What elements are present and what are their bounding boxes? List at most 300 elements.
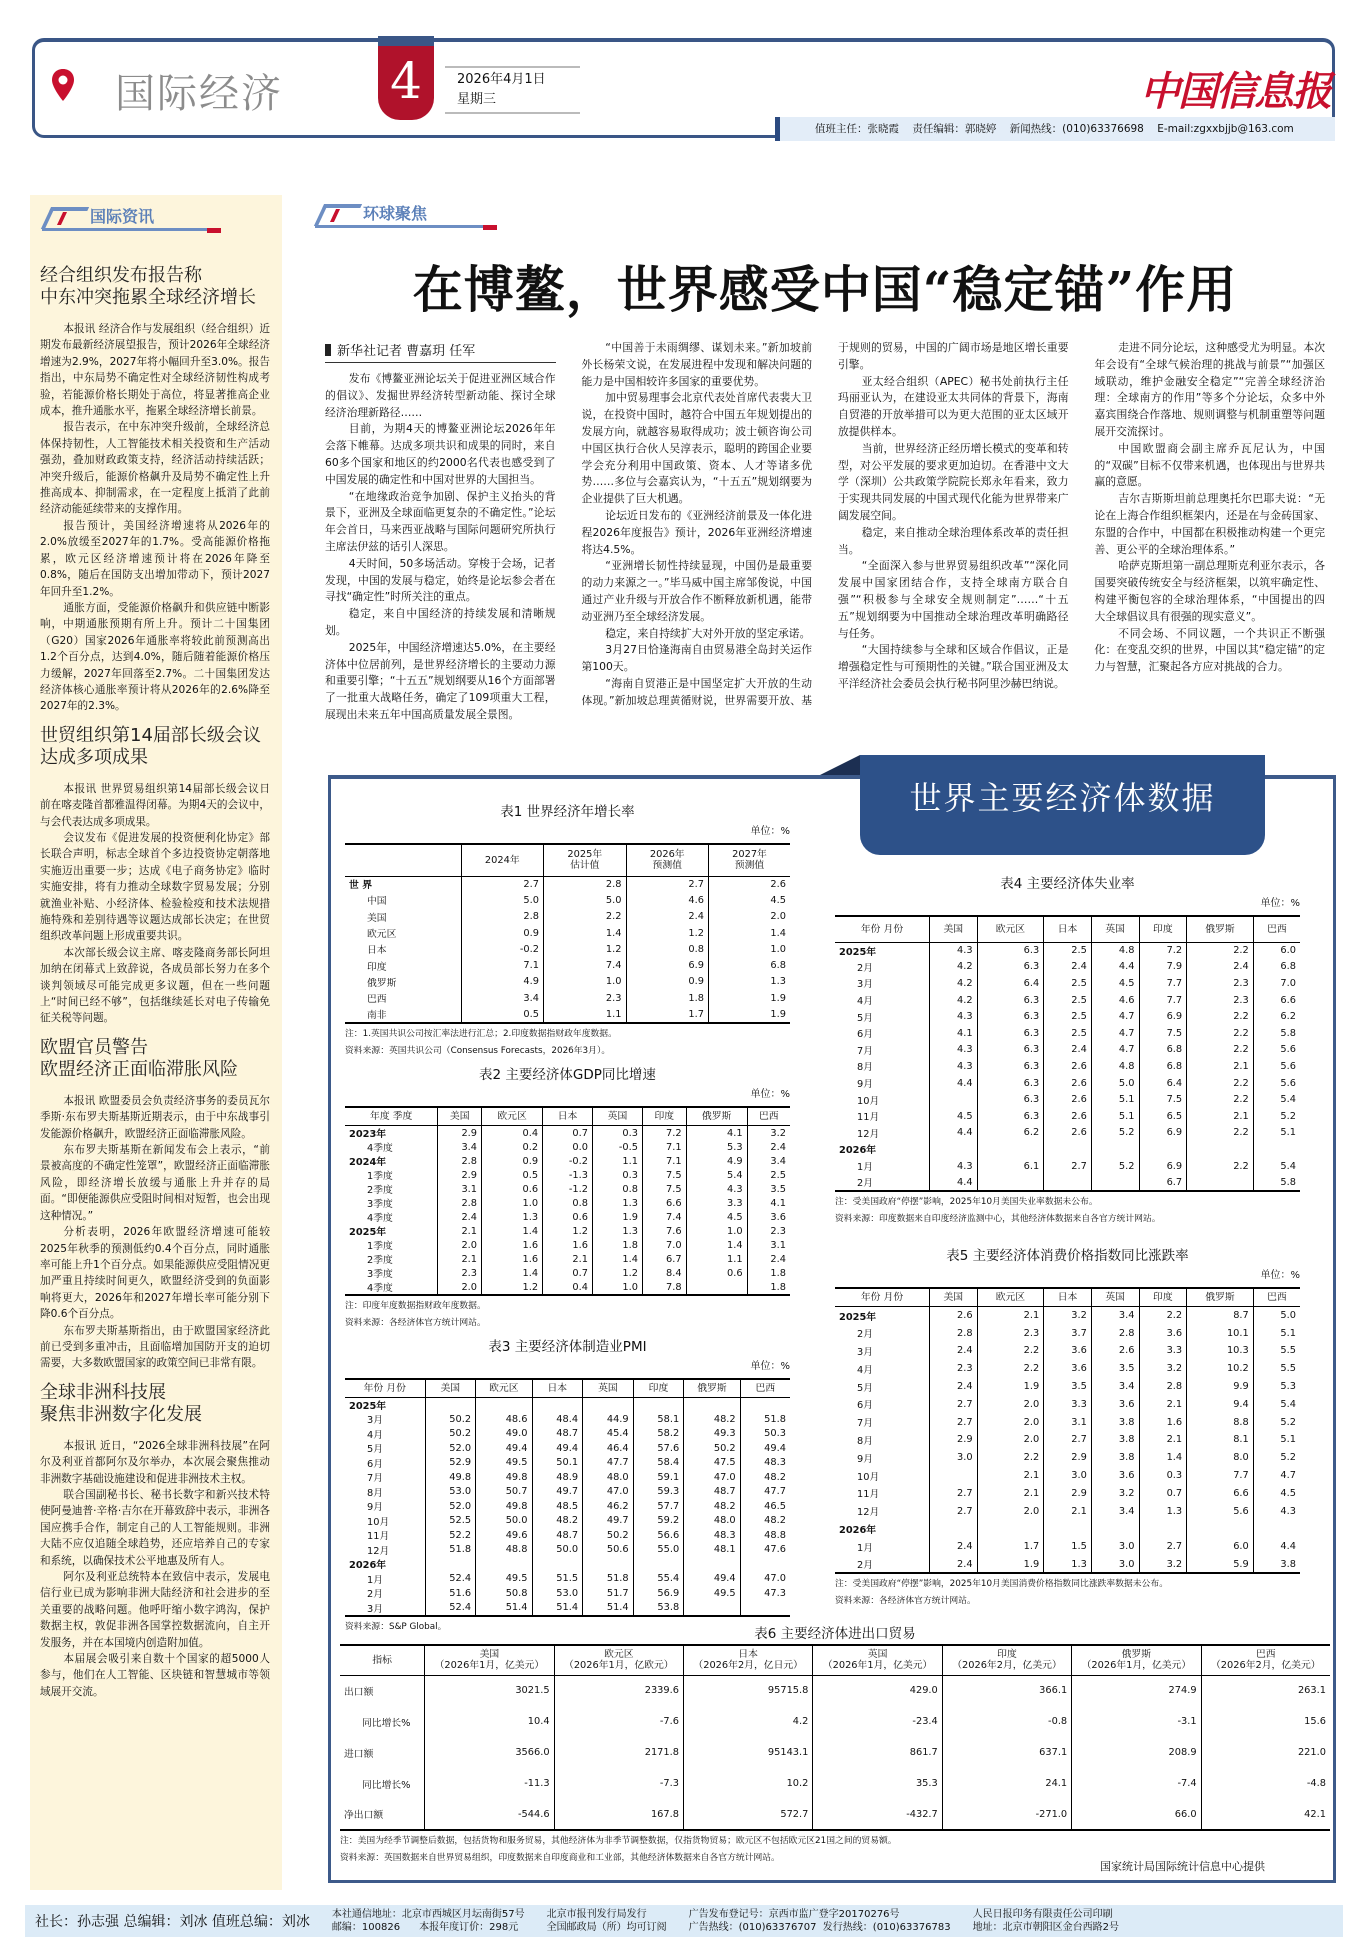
table-cell: 3.6 <box>1044 1342 1092 1360</box>
row-label: 1月 <box>857 1542 874 1554</box>
issue-date <box>445 66 580 114</box>
table-cell: 49.7 <box>532 1485 583 1500</box>
table-cell: 1.0 <box>544 974 626 990</box>
table-cell: 2.2 <box>544 909 626 925</box>
table-row <box>835 1413 1300 1431</box>
brief-paragraph: 东布罗夫斯基斯在新闻发布会上表示，“前景被高度的不确定性笼罩”，欧盟经济正面临滞胀风险，即经济增长放缓与通胀上升并存的局面。“即便能源供应受阻时间相对短暂，也会出现这种情况。” <box>40 1144 270 1222</box>
table-cell: 49.3 <box>684 1427 740 1442</box>
brief-title: 经合组织发布报告称 中东冲突拖累全球经济增长 <box>40 265 256 308</box>
table-cell: 1.3 <box>593 1224 643 1238</box>
table-header-row <box>340 1645 1330 1675</box>
table-cell: 7.7 <box>1139 975 1187 992</box>
brief-paragraph: 本次部长级会议主席、喀麦隆商务部长阿坦加纳在闭幕式上致辞说，各成员部长努力在多个谈判领域尽可能完成更多议题，但在一些问题上“时间已经不够”，包括继续延长对电子传输免征关税等问题。 <box>40 946 270 1025</box>
table-cell: 95715.8 <box>684 1675 813 1706</box>
table-row <box>345 1126 790 1141</box>
column-header: 俄罗斯 （2026年1月，亿美元） <box>1072 1645 1201 1675</box>
table-cell: 55.4 <box>633 1572 684 1587</box>
table-cell: 7.7 <box>1139 992 1187 1009</box>
table-cell: 2.7 <box>929 1484 977 1502</box>
table-cell: 2.1 <box>438 1252 482 1266</box>
table-cell: 1.7 <box>977 1538 1044 1556</box>
table-cell: 4.6 <box>626 892 708 908</box>
table-cell: 2.6 <box>1044 1058 1092 1075</box>
table-cell: 1.3 <box>593 1196 643 1210</box>
table-cell: 57.6 <box>633 1441 684 1456</box>
table-cell <box>425 1398 476 1413</box>
table-cell: 48.3 <box>684 1528 740 1543</box>
row-label: 3月 <box>857 979 874 991</box>
row-label: 4月 <box>857 1364 874 1376</box>
row-label: 2月 <box>367 1589 384 1601</box>
table-cell: 2.9 <box>438 1168 482 1182</box>
table-cell <box>425 1557 476 1572</box>
row-label: 11月 <box>857 1489 880 1501</box>
table-cell: 1.2 <box>543 1224 593 1238</box>
article-paragraph: 吉尔吉斯斯坦前总理奥托尔巴耶夫说：“无论在上海合作组织框架内，还是在与金砖国家、东盟的合作中，中国都在积极推动构建一个更完善、更公平的全球治理体系。” <box>1094 492 1325 556</box>
row-label: 2季度 <box>367 1255 393 1266</box>
table-cell: 2.3 <box>929 1360 977 1378</box>
table-cell: 167.8 <box>554 1799 683 1830</box>
table-cell: 4.4 <box>1091 959 1139 976</box>
table-cell: 51.6 <box>425 1586 476 1601</box>
table-cell: 3.6 <box>1091 1467 1139 1485</box>
table-cell: 2.3 <box>438 1266 482 1280</box>
table-cell: 3.0 <box>929 1449 977 1467</box>
row-label: 4季度 <box>367 1283 393 1294</box>
table-cell: 50.2 <box>425 1412 476 1427</box>
article-paragraph: 2025年，中国经济增速达5.0%，在主要经济体中位居前列，是世界经济增长的主要动力源和重要引擎；“十五五”规划纲要从16个方面部署了一批重大战略任务，确定了109项重大工程，展现出未来五年中国高质量发展全景图。 <box>325 640 556 721</box>
table-cell <box>1044 1174 1092 1191</box>
table-row <box>345 1196 790 1210</box>
table-cell: 263.1 <box>1201 1675 1330 1706</box>
column-header: 2027年 预测值 <box>708 844 790 876</box>
row-label: 5月 <box>367 1444 384 1456</box>
table-cell: 1.6 <box>1139 1413 1187 1431</box>
table-cell: 4.1 <box>929 1025 977 1042</box>
table-cell: 7.5 <box>642 1168 686 1182</box>
table-cell: 3.4 <box>1091 1502 1139 1520</box>
table-cell: 1.3 <box>482 1210 543 1224</box>
table-row <box>345 1485 790 1500</box>
row-label: 2月 <box>857 1560 874 1572</box>
table-cell: 5.4 <box>1253 1091 1300 1108</box>
table-cell: 5.6 <box>1187 1502 1254 1520</box>
row-label: 3月 <box>367 1415 384 1427</box>
row-label: 9月 <box>857 1079 874 1091</box>
table-cell: 3.0 <box>1044 1467 1092 1485</box>
table-cell: 0.3 <box>1139 1467 1187 1485</box>
table-cell: 4.4 <box>929 1174 977 1191</box>
table-cell: 2.1 <box>1139 1431 1187 1449</box>
table-cell: 59.2 <box>633 1514 684 1529</box>
article-paragraph: 不同会场、不同议题，一个共识正不断强化：在变乱交织的世界，中国以其“稳定锚”的定力与智慧，汇聚起各方应对挑战的合力。 <box>1094 626 1325 674</box>
table-cell: 1.4 <box>593 1252 643 1266</box>
table-cell: 0.3 <box>593 1126 643 1141</box>
section-tag <box>315 200 493 228</box>
table-cell <box>633 1398 684 1413</box>
column-header: 印度 <box>1139 1288 1187 1307</box>
table-cell: 5.1 <box>1091 1091 1139 1108</box>
table-row <box>345 1470 790 1485</box>
table-row <box>345 1499 790 1514</box>
table-cell: 4.3 <box>929 1042 977 1059</box>
table-cell: 6.3 <box>977 1075 1044 1092</box>
table-cell: 2.2 <box>977 1449 1044 1467</box>
table-cell: 2.2 <box>1187 1042 1254 1059</box>
table-cell: 1.3 <box>1139 1502 1187 1520</box>
table-cell: 4.7 <box>1091 1008 1139 1025</box>
table-cell: 2.4 <box>929 1342 977 1360</box>
table-cell: 3.3 <box>1044 1395 1092 1413</box>
staff-credits: 社长：孙志强 总编辑：刘冰 值班总编：刘冰 <box>35 1914 310 1930</box>
article-paragraph: 走进不同分论坛，这种感受尤为明显。本次年会设有“全球气候治理的挑战与前景”“加强区域联动，维护金融安全稳定”“完善全球经济治理：全球南方的作用”等多个分论坛，众多中外嘉宾围绕合作落地、规则调整与机制重塑等问题展开交流探讨。 <box>1094 341 1325 438</box>
table-row <box>345 941 790 957</box>
table-cell: 10.2 <box>684 1768 813 1799</box>
row-label: 5月 <box>857 1382 874 1394</box>
column-header: 美国 <box>929 916 977 942</box>
table-row <box>835 1042 1300 1059</box>
table-cell: 5.4 <box>1253 1395 1300 1413</box>
table-cell: 3.4 <box>438 1140 482 1154</box>
table-row <box>835 1075 1300 1092</box>
row-label: 2026年 <box>839 1145 877 1157</box>
table-note: 资料来源：印度数据来自印度经济监测中心，其他经济体数据来自各官方统计网站。 <box>835 1213 1161 1224</box>
column-header: 日本 <box>532 1379 583 1398</box>
table-cell: 10.4 <box>425 1706 554 1737</box>
table-cell: 1.4 <box>482 1224 543 1238</box>
column-header: 印度 <box>633 1379 684 1398</box>
table-cell: 0.8 <box>626 941 708 957</box>
table-row <box>345 957 790 973</box>
table-cell: 48.0 <box>583 1470 634 1485</box>
table-cell: 2.4 <box>929 1378 977 1396</box>
brief-title: 欧盟官员警告 欧盟经济正面临滞胀风险 <box>40 1036 238 1080</box>
table-cell: 7.4 <box>544 957 626 973</box>
table-cell: 3.2 <box>1139 1360 1187 1378</box>
table-cell: 59.1 <box>633 1470 684 1485</box>
table-cell: 48.6 <box>476 1412 532 1427</box>
table-cell: 2339.6 <box>554 1675 683 1706</box>
table-cell: 4.7 <box>1253 1467 1300 1485</box>
table-cell: 5.3 <box>1253 1378 1300 1396</box>
table-row <box>345 1456 790 1471</box>
table-row <box>835 1324 1300 1342</box>
table-cell: -0.5 <box>593 1140 643 1154</box>
table-cell: 3.4 <box>461 990 543 1006</box>
article-paragraph: “亚洲增长韧性持续显现，中国仍是最重要的动力来源之一。”毕马威中国主席邹俊说，中国通过产业升级与开放合作不断释放新机遇，能带动亚洲乃至全球经济发展。 <box>581 559 812 623</box>
table-cell: 3.1 <box>1044 1413 1092 1431</box>
table-cell: 2.2 <box>1187 1125 1254 1142</box>
location-pin-icon <box>50 68 76 102</box>
table-cell: 50.8 <box>476 1586 532 1601</box>
table-cell: 6.9 <box>1139 1158 1187 1175</box>
row-label: 美国 <box>367 912 387 924</box>
row-label: 进口额 <box>344 1748 374 1760</box>
table-note: 资料来源：各经济体官方统计网站。 <box>835 1596 976 1607</box>
table-cell: 46.5 <box>740 1499 790 1514</box>
article-paragraph: “在地缘政治竞争加剧、保护主义抬头的背景下，亚洲及全球面临更复杂的不确定性。”论坛年会首日，马来西亚战略与国际问题研究所执行主席法伊兹的话引人深思。 <box>325 489 556 553</box>
table-cell: 1.2 <box>544 941 626 957</box>
table-cell: 1.8 <box>747 1266 790 1280</box>
brief-paragraph: 分析表明，2026年欧盟经济增速可能较2025年秋季的预测低约0.4个百分点，同时通胀率可能上升1个百分点。如果能源供应受阻情况更加严重且持续时间更久，欧盟经济受到的负面影响将更大，2026年和2027年增长率可能分别下降0.6个百分点。 <box>40 1226 270 1321</box>
table-cell: 2.8 <box>1091 1324 1139 1342</box>
table-cell: 3.5 <box>1044 1378 1092 1396</box>
table-cell: 0.7 <box>543 1266 593 1280</box>
table-cell: 95143.1 <box>684 1737 813 1768</box>
brief-paragraph: 本报讯 经济合作与发展组织（经合组织）近期发布最新经济展望报告，预计2026年全球经济增速为2.9%，2027年将小幅回升至3.0%。报告指出，中东局势不确定性对全球经济韧性构成考验，若能源价格长期处于高位，将显著推高企业成本，推升通胀水平，拖累全球经济增长前景。 <box>40 323 270 418</box>
table-cell: 6.8 <box>1139 1058 1187 1075</box>
table-row <box>345 1441 790 1456</box>
table-cell: 5.1 <box>1091 1108 1139 1125</box>
table-cell: -7.3 <box>554 1768 683 1799</box>
table-cell: 6.9 <box>1139 1008 1187 1025</box>
table-cell: 52.2 <box>425 1528 476 1543</box>
table-cell: 2.4 <box>1044 959 1092 976</box>
table-cell: 4.1 <box>747 1196 790 1210</box>
table-cell: 48.7 <box>684 1485 740 1500</box>
table-cell <box>633 1557 684 1572</box>
table-cell: 6.3 <box>977 1091 1044 1108</box>
table-cell: 2.4 <box>438 1210 482 1224</box>
table-note: 注：美国为经季节调整后数据，包括货物和服务贸易，其他经济体为非季节调整数据，仅指货物贸易；欧元区不包括欧元区21国之间的贸易额。 <box>340 1836 897 1846</box>
duty-director: 值班主任：张晓霞 <box>815 123 899 135</box>
table-note: 资料来源：各经济体官方统计网站。 <box>345 1318 486 1328</box>
table-cell: 1.4 <box>544 925 626 941</box>
table-cell: -0.8 <box>942 1706 1071 1737</box>
newspaper-logo: 中国信息报 <box>1140 68 1330 115</box>
table-row <box>835 1058 1300 1075</box>
row-label: 4月 <box>857 996 874 1008</box>
table-row <box>835 1520 1300 1538</box>
table-cell: 48.7 <box>532 1528 583 1543</box>
table-cell: 6.3 <box>977 1042 1044 1059</box>
table-cell: 53.8 <box>633 1601 684 1616</box>
table-cell: 3.8 <box>1253 1556 1300 1574</box>
brief-title: 世贸组织第14届部长级会议 达成多项成果 <box>40 724 261 768</box>
table-cell: 2.8 <box>461 909 543 925</box>
table-cell: 2.6 <box>1044 1075 1092 1092</box>
table-row <box>345 1514 790 1529</box>
column-header: 日本 <box>1044 916 1092 942</box>
table-cell: 53.0 <box>425 1485 476 1500</box>
table-cell: 49.5 <box>476 1456 532 1471</box>
table-cell: 52.0 <box>425 1441 476 1456</box>
table-cell: 48.2 <box>740 1514 790 1529</box>
table-cell: 1.3 <box>1044 1556 1092 1574</box>
table-cell: 49.4 <box>740 1441 790 1456</box>
table-cell: 51.4 <box>476 1601 532 1616</box>
article-paragraph: “中国善于未雨绸缪、谋划未来。”新加坡前外长杨荣文说，在发展进程中发现和解决问题的能力是中国相较许多国家的重要优势。 <box>581 341 812 388</box>
table-cell: 274.9 <box>1072 1675 1201 1706</box>
table-cell <box>1187 1520 1254 1538</box>
table-title: 表4 主要经济体失业率 <box>1000 876 1135 892</box>
headline: 在博鳌，世界感受中国“稳定锚”作用 <box>412 260 1238 319</box>
table-cell: 2.4 <box>626 909 708 925</box>
table-cell: 10.2 <box>1187 1360 1254 1378</box>
news-briefs <box>40 255 270 1700</box>
column-header: 巴西 <box>1253 916 1300 942</box>
table-cell: 2.8 <box>438 1196 482 1210</box>
table-cell: 2.6 <box>1044 1108 1092 1125</box>
table-cell: 4.3 <box>929 1058 977 1075</box>
table-row <box>345 909 790 925</box>
table-cell: 2.0 <box>438 1280 482 1295</box>
row-label: 2月 <box>857 1178 874 1190</box>
article-paragraph: 加中贸易理事会北京代表处首席代表裴大卫说，在投资中国时，越符合中国五年规划提出的发展方向，就越容易取得成功；波士顿咨询公司中国区执行合伙人吴淳表示，聪明的跨国企业要学会充分利用中国政策、资本、人才等诸多优势……多位与会嘉宾认为，“十五五”规划纲要为企业提供了巨大机遇。 <box>581 391 812 506</box>
table-note: 资料来源：S&P Global。 <box>345 1621 447 1632</box>
table-cell: -0.2 <box>461 941 543 957</box>
table-cell: -7.6 <box>554 1706 683 1737</box>
table-cell: 6.0 <box>1253 942 1300 959</box>
table-cell: 7.1 <box>461 957 543 973</box>
table-cell: 429.0 <box>813 1675 942 1706</box>
column-header: 俄罗斯 <box>684 1379 740 1398</box>
table-header-row <box>835 1288 1300 1307</box>
table-row <box>345 1266 790 1280</box>
row-label: 10月 <box>367 1516 390 1528</box>
table-cell: 5.4 <box>1253 1158 1300 1175</box>
article-body <box>325 340 1325 725</box>
table-cell: 5.8 <box>1253 1025 1300 1042</box>
table-cell: 7.7 <box>1187 1467 1254 1485</box>
table-cell: 1.8 <box>626 990 708 1006</box>
table-cell: 6.7 <box>642 1252 686 1266</box>
table-cell: 6.0 <box>1187 1538 1254 1556</box>
article-paragraph: 论坛近日发布的《亚洲经济前景及一体化进程2026年度报告》预计，2026年亚洲经济增速将达4.5%。 <box>581 508 812 556</box>
table-cell: 6.9 <box>626 957 708 973</box>
table-cell: -271.0 <box>942 1799 1071 1830</box>
table-cell: 1.9 <box>977 1378 1044 1396</box>
table-cell: 3.5 <box>747 1182 790 1196</box>
table-cell: 50.0 <box>476 1514 532 1529</box>
table-cell: -11.3 <box>425 1768 554 1799</box>
table-cell: 1.4 <box>708 925 790 941</box>
table-row <box>345 1182 790 1196</box>
table-cell: 6.9 <box>1139 1125 1187 1142</box>
table-cell: 9.4 <box>1187 1395 1254 1413</box>
table-cell: 49.5 <box>476 1572 532 1587</box>
table-cell: 0.7 <box>543 1126 593 1141</box>
table-cell: 45.4 <box>583 1427 634 1442</box>
table-note: 资料来源：英国数据来自世界贸易组织，印度数据来自印度商业和工业部，其他经济体数据来自各官方统计网站。 <box>340 1853 780 1863</box>
table-cell: 3021.5 <box>425 1675 554 1706</box>
table-cell: 1.8 <box>593 1238 643 1252</box>
ad-hotline: 广告热线：(010)63376707 <box>688 1922 817 1933</box>
column-header: 日本 （2026年2月，亿日元） <box>684 1645 813 1675</box>
table-cell: 5.1 <box>1253 1324 1300 1342</box>
brief-paragraph: 本报讯 欧盟委员会负责经济事务的委员瓦尔季斯·东布罗夫斯基斯近期表示，由于中东战事引发能源价格飙升，欧盟经济正面临滞胀风险。 <box>40 1094 270 1140</box>
table-cell: 2.1 <box>1187 1108 1254 1125</box>
table-cell: 50.2 <box>425 1427 476 1442</box>
table-row <box>835 1360 1300 1378</box>
table-cell: 1.2 <box>626 925 708 941</box>
column-header: 英国 <box>1091 916 1139 942</box>
table-note: 注：受美国政府“停摆”影响，2025年10月美国消费价格指数同比涨跌率数据未公布。 <box>835 1579 1168 1590</box>
table-cell: 5.0 <box>1253 1307 1300 1325</box>
table-cell <box>740 1398 790 1413</box>
row-label: 南非 <box>367 1010 387 1022</box>
table-cell: 0.5 <box>482 1168 543 1182</box>
table-cell <box>929 1141 977 1158</box>
row-label: 印度 <box>367 961 387 973</box>
brief-paragraph: 通胀方面，受能源价格飙升和供应链中断影响，中期通胀预期有所上升。预计二十国集团（G20）国家2026年通胀率将较此前预测高出1.2个百分点，达到4.0%，随后随着能源价格压力缓解，2027年回落至2.7%。二十国集团发达经济体核心通胀率预计将从2026年的2.6%降至2027年的2.3%。 <box>40 601 270 713</box>
table-cell: 2.1 <box>977 1484 1044 1502</box>
table-header-row <box>835 916 1300 942</box>
table-cell: 4.5 <box>929 1108 977 1125</box>
table-cell: 1.5 <box>1044 1538 1092 1556</box>
table-cell: 3.3 <box>686 1196 747 1210</box>
table-cell: 2.5 <box>1044 942 1092 959</box>
table-cell <box>1187 1141 1254 1158</box>
table-cell: 6.1 <box>977 1158 1044 1175</box>
table-row <box>340 1768 1330 1799</box>
table-cell: 2.0 <box>438 1238 482 1252</box>
table-cell: 2.2 <box>1187 1075 1254 1092</box>
table-row <box>835 1307 1300 1325</box>
responsible-editor: 责任编辑：郭晓婷 <box>912 123 997 135</box>
table-cell <box>684 1557 740 1572</box>
table-cell: 5.6 <box>1253 1058 1300 1075</box>
row-label: 1季度 <box>367 1171 393 1182</box>
table-cell: 208.9 <box>1072 1737 1201 1768</box>
table-cell: 3566.0 <box>425 1737 554 1768</box>
row-label: 4季度 <box>367 1213 393 1224</box>
table-cell: 49.8 <box>425 1470 476 1485</box>
table-cell <box>929 1091 977 1108</box>
weekday: 星期三 <box>457 92 497 107</box>
column-header: 美国 （2026年1月，亿美元） <box>425 1645 554 1675</box>
table-title: 表2 主要经济体GDP同比增速 <box>479 1067 656 1083</box>
table-unit: 单位：% <box>1260 1270 1300 1281</box>
table-row <box>345 1601 790 1616</box>
table-cell: 5.9 <box>1187 1556 1254 1574</box>
table <box>345 843 790 1024</box>
table-cell: 51.8 <box>425 1543 476 1558</box>
table-cell: 1.4 <box>686 1238 747 1252</box>
table-cell: 35.3 <box>813 1768 942 1799</box>
table-cell: 8.0 <box>1187 1449 1254 1467</box>
column-header: 英国 （2026年1月，亿美元） <box>813 1645 942 1675</box>
table-cell: 2.2 <box>977 1360 1044 1378</box>
table-cell: 51.5 <box>532 1572 583 1587</box>
table-cell: 58.4 <box>633 1456 684 1471</box>
table-cell: 1.4 <box>1139 1449 1187 1467</box>
table-cell: 9.9 <box>1187 1378 1254 1396</box>
table-cell: 7.2 <box>1139 942 1187 959</box>
column-header: 美国 <box>929 1288 977 1307</box>
table-cell: 2.9 <box>1044 1449 1092 1467</box>
table-cell: 50.1 <box>532 1456 583 1471</box>
table-cell: 572.7 <box>684 1799 813 1830</box>
table-cell: 4.3 <box>1253 1502 1300 1520</box>
table-cell: 49.8 <box>476 1499 532 1514</box>
row-label: 世 界 <box>349 880 373 892</box>
table-cell: 2.6 <box>708 876 790 892</box>
table-cell: 52.4 <box>425 1572 476 1587</box>
table-cell <box>532 1398 583 1413</box>
table-cell: 48.2 <box>684 1499 740 1514</box>
table-row <box>345 1280 790 1295</box>
column-header: 美国 <box>438 1107 482 1126</box>
table-cell: 2.4 <box>747 1252 790 1266</box>
table-cell: 5.1 <box>1253 1125 1300 1142</box>
table-cell <box>1187 1174 1254 1191</box>
printer: 人民日报印务有限责任公司印刷 <box>972 1909 1113 1920</box>
table-row <box>835 942 1300 959</box>
row-label: 2026年 <box>839 1524 877 1536</box>
banner-fold <box>820 755 860 775</box>
table-cell: 6.8 <box>708 957 790 973</box>
